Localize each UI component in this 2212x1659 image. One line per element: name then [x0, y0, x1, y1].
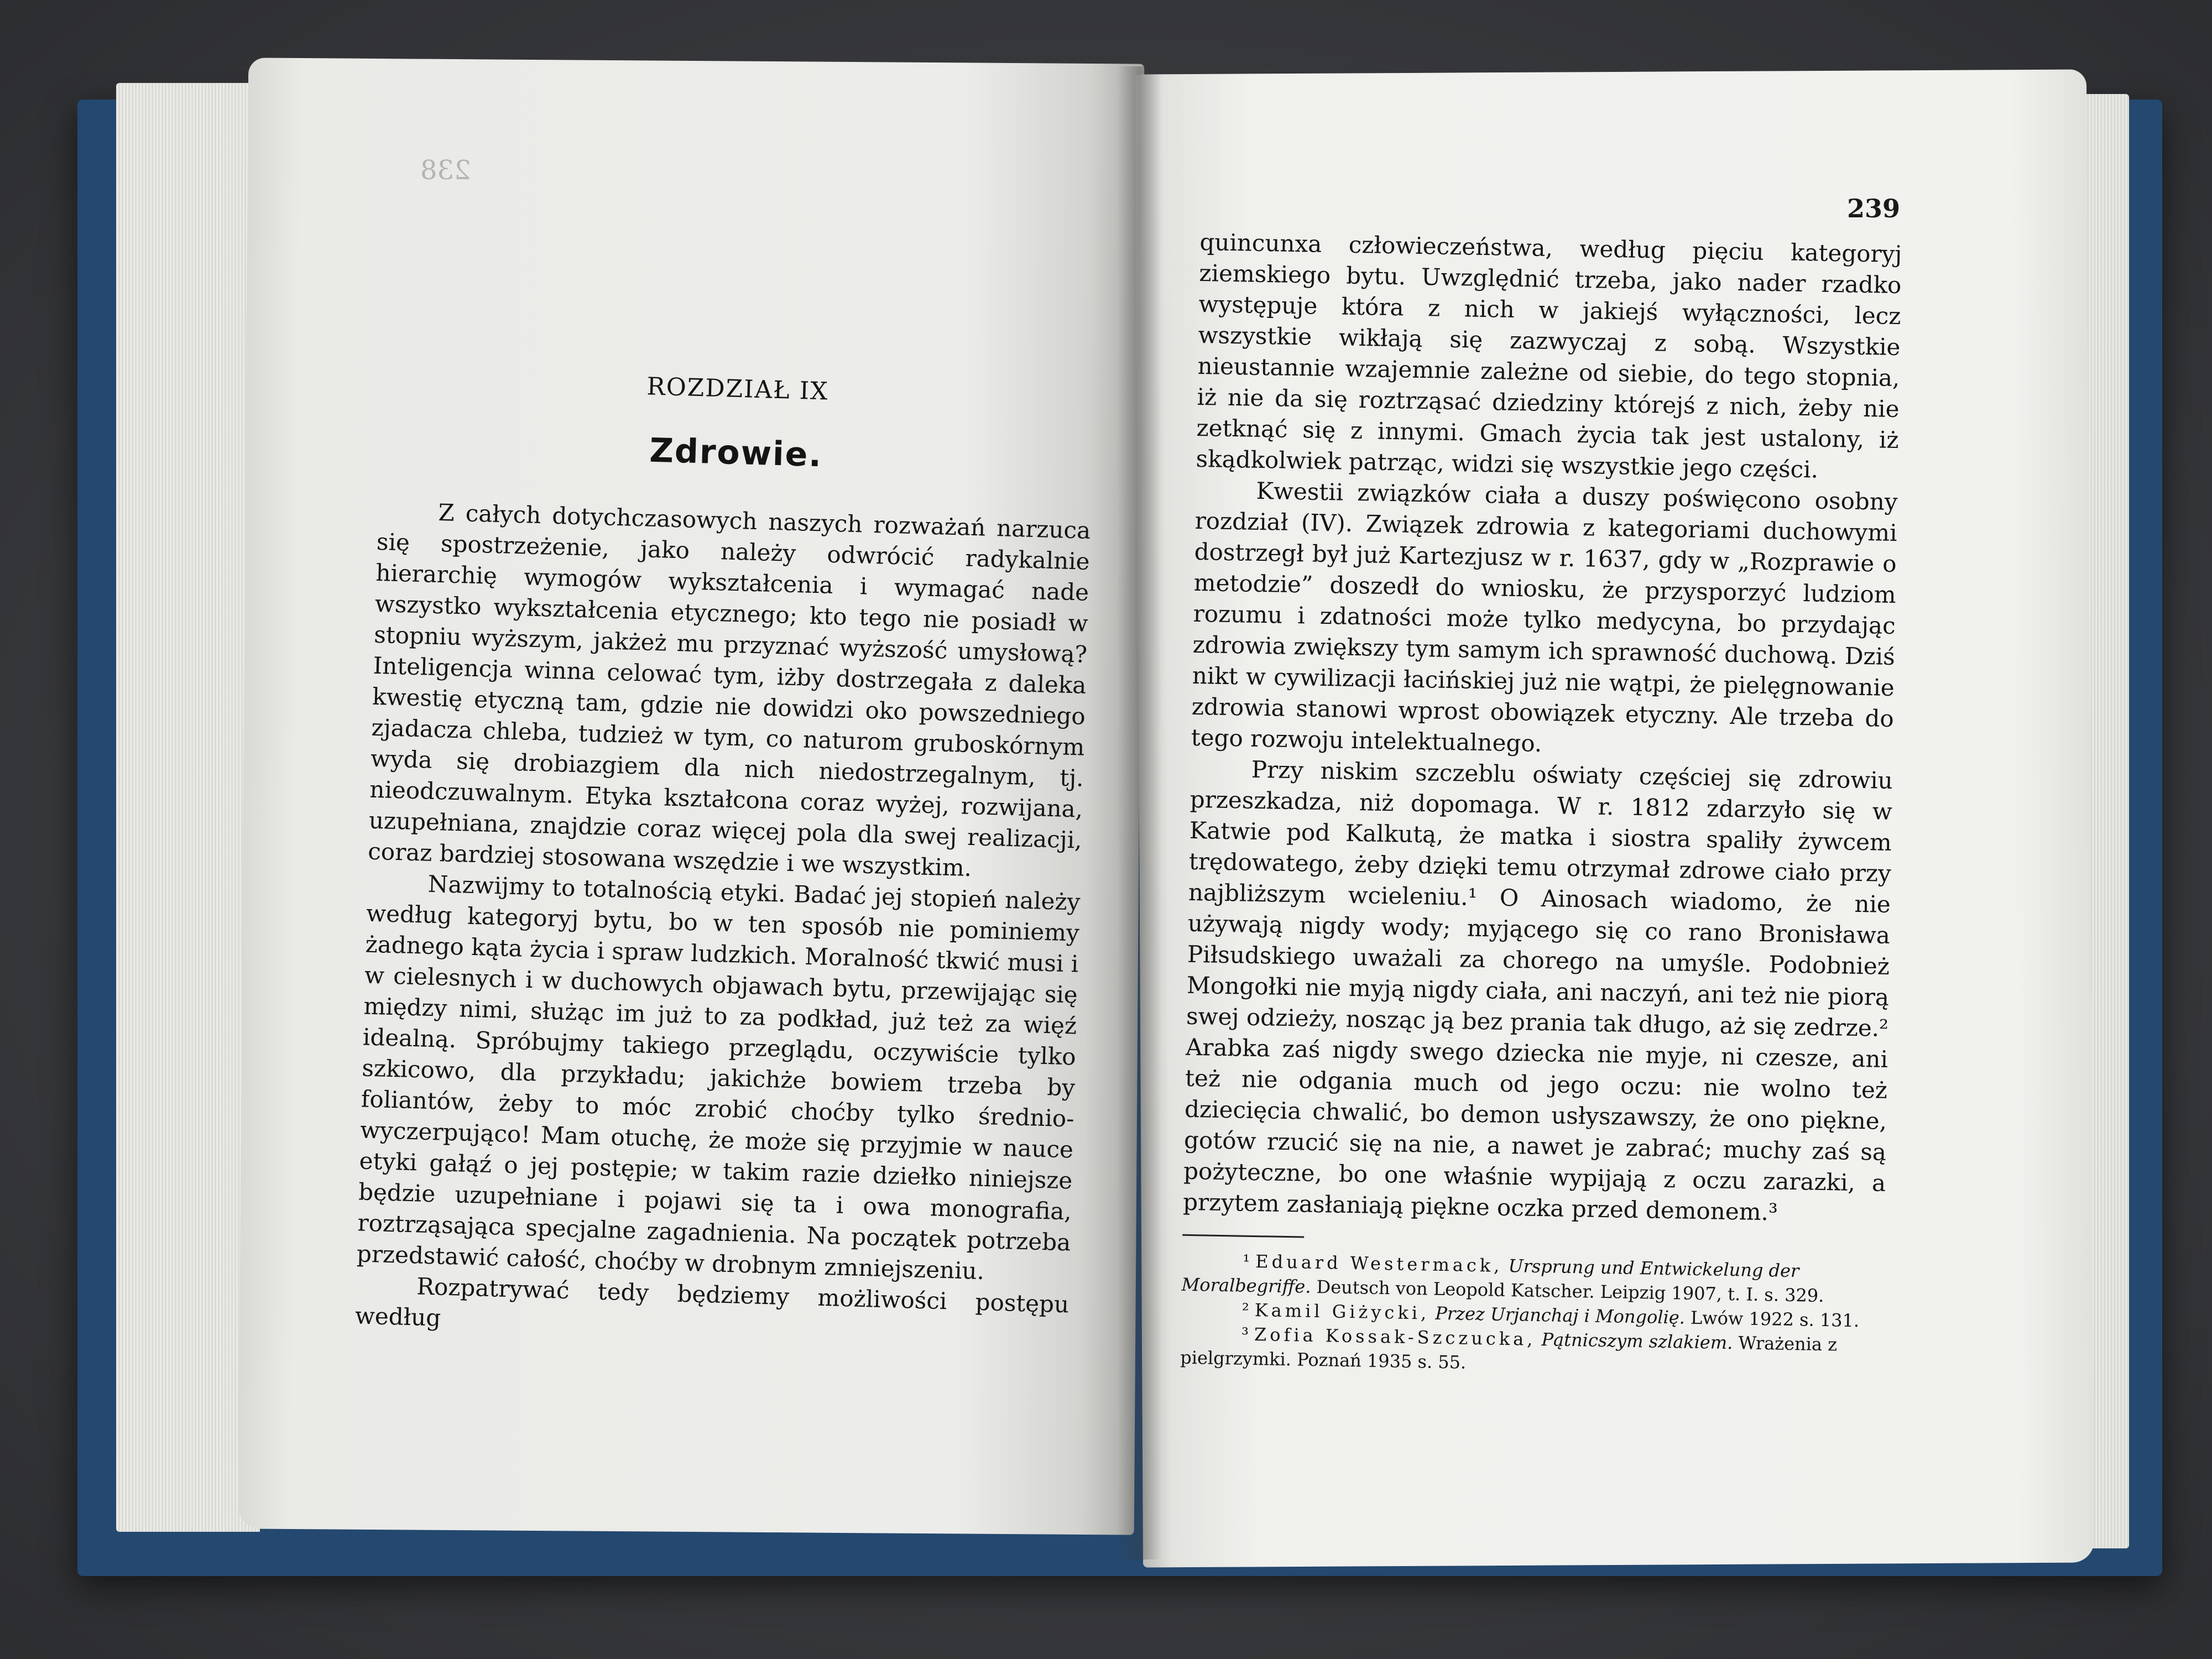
footnote-author: Eduard Westermack, [1255, 1251, 1503, 1276]
left-paragraph-1: Z całych dotychczasowych naszych rozważań narzuca się spostrzeżenie, jako należy odwrócić radykalnie hierarchię wymogów wykształcenia i wymagać nade wszystko wykształcenia etycznego; kto tego nie posiadł w stopniu wyższym, jakżeż mu przyznać wyższość umysłową? Inteligencja winna celować tym, iżby dostrzegała z daleka kwestię etyczną tam, gdzie nie dowidzi oko powszedniego zjadacza chleba, tudzież w tym, co naturom gruboskórnym wyda się drobiazgiem dla nich niedostrzegalnym, tj. nieodczuwalnym. Etyka kształcona coraz wyżej, rozwijana, uzupełniana, znajdzie coraz więcej pola dla swej realizacji, coraz bardziej stosowana wszędzie i we wszystkim. [367, 498, 1091, 882]
footnote-title: Przez Urjanchaj i Mongolię. [1435, 1302, 1686, 1328]
chapter-label: ROZDZIAŁ IX [646, 372, 830, 406]
footnote-author: Zofia Kossak-Szczucka, [1254, 1324, 1536, 1350]
left-page-number-bleed: 238 [420, 155, 471, 186]
page-edges-left [116, 83, 260, 1532]
footnote-rest: Deutsch von Leopold Katscher. Leipzig 1907, t. I. s. 329. [1316, 1276, 1824, 1306]
footnote-title: Ursprung und Entwickelung der Moralbegriffe. [1181, 1255, 1799, 1297]
right-paragraph-1: quincunxa człowieczeństwa, według pięciu kategoryj ziemskiego bytu. Uwzględnić trzeba, jako nader rzadko występuje która z nich w jakiejś wyłączności, lecz wszystkie wikłają się zazwyczaj z sobą. Wszystkie nieustannie wzajemnie zależne od siebie, do tego stopnia, iż nie da się roztrząsać dziedziny którejś z nich, żeby nie zetknąć się z innymi. Gmach życia tak jest ustalony, iż skądkolwiek patrząc, widzi się wszystkie jego części. [1196, 228, 1902, 483]
right-paragraph-3: Przy niskim szczeblu oświaty częściej się zdrowiu przeszkadza, niż dopomaga. W r. 1812 zdarzyło się w Katwie pod Kalkutą, że matka i siostra spaliły żywcem trędowatego, żeby dzięki temu otrzymał zdrowe ciało przy najbliższym wcieleniu.¹ O Ainosach wiadomo, że nie używają nigdy wody; myjącego się co rano Bronisława Piłsudskiego uważali za chorego na umyśle. Podobnież Mongołki nie myją nigdy ciała, ani naczyń, ani też nie piorą swej odzieży, nosząc ją bez prania tak długo, aż się zedrze.² Arabka zaś nigdy swego dziecka nie myje, ni czesze, ani też nie odgania much od jego oczu: nie wolno też dziecięcia chwalić, bo demon usłyszawszy, że ono piękne, gotów rzucić się na nie, a nawet je zabrać; muchy zaś są pożyteczne, bo one właśnie wypijają z oczu zarazki, a przytem zasłaniają piękne oczka przed demonem.³ [1182, 755, 1893, 1226]
left-paragraph-2: Nazwijmy to totalnością etyki. Badać jej stopień należy według kategoryj bytu, bo w ten sposób nie pominiemy żadnego kąta życia i spraw ludzkich. Moralność tkwić musi i w cielesnych i w duchowych objawach bytu, przewijając się między nimi, służąc im już to za podkład, już też za więź idealną. Spróbujmy takiego przeglądu, oczywiście tylko szkicowo, dla przykładu; jakichże bowiem trzeba by foliantów, żeby to móc zrobić choćby tylko średnio-wyczerpująco! Mam otuchę, że może się przyjmie w nauce etyki gałąź o jej postępie; w takim razie dziełko niniejsze będzie uzupełniane i pojawi się ta i owa monografia, roztrząsająca specjalne zagadnienia. Na początek potrzeba przedstawić całość, choćby w drobnym zmniejszeniu. [356, 870, 1081, 1285]
page-number: 239 [1847, 194, 1901, 223]
book-gutter [1117, 66, 1161, 1559]
footnote-mark: ¹ [1243, 1250, 1250, 1272]
footnote-mark: ² [1241, 1299, 1249, 1321]
footnote-rule [1182, 1234, 1304, 1238]
right-paragraph-2: Kwestii związków ciała a duszy poświęcono osobny rozdział (IV). Związek zdrowia z kategoriami duchowymi dostrzegł był już Kartezjusz w r. 1637, gdy w „Rozprawie o metodzie” doszedł do wniosku, że przysporzyć ludziom rozumu i zdatności może tylko medycyna, bo przydając zdrowia zwiększy tym samym ich sprawność duchową. Dziś nikt w cywilizacji łacińskiej już nie wątpi, że pielęgnowanie zdrowia stanowi wprost obowiązek etyczny. Ale trzeba do tego rozwoju intelektualnego. [1191, 477, 1898, 757]
footnote-rest: Lwów 1922 s. 131. [1690, 1307, 1860, 1332]
left-paragraph-3: Rozpatrywać tedy będziemy możliwości postępu według [354, 1272, 1070, 1332]
footnote-title: Pątnicszym szlakiem. [1541, 1329, 1733, 1354]
footnote-author: Kamil Giżycki, [1254, 1300, 1430, 1324]
footnote-mark: ³ [1241, 1323, 1249, 1345]
footnote-rest: Wrażenia z pielgrzymki. Poznań 1935 s. 55. [1180, 1332, 1838, 1373]
left-page-text [354, 365, 1094, 1351]
chapter-title: Zdrowie. [649, 431, 823, 475]
right-page-text [1180, 227, 1902, 1382]
